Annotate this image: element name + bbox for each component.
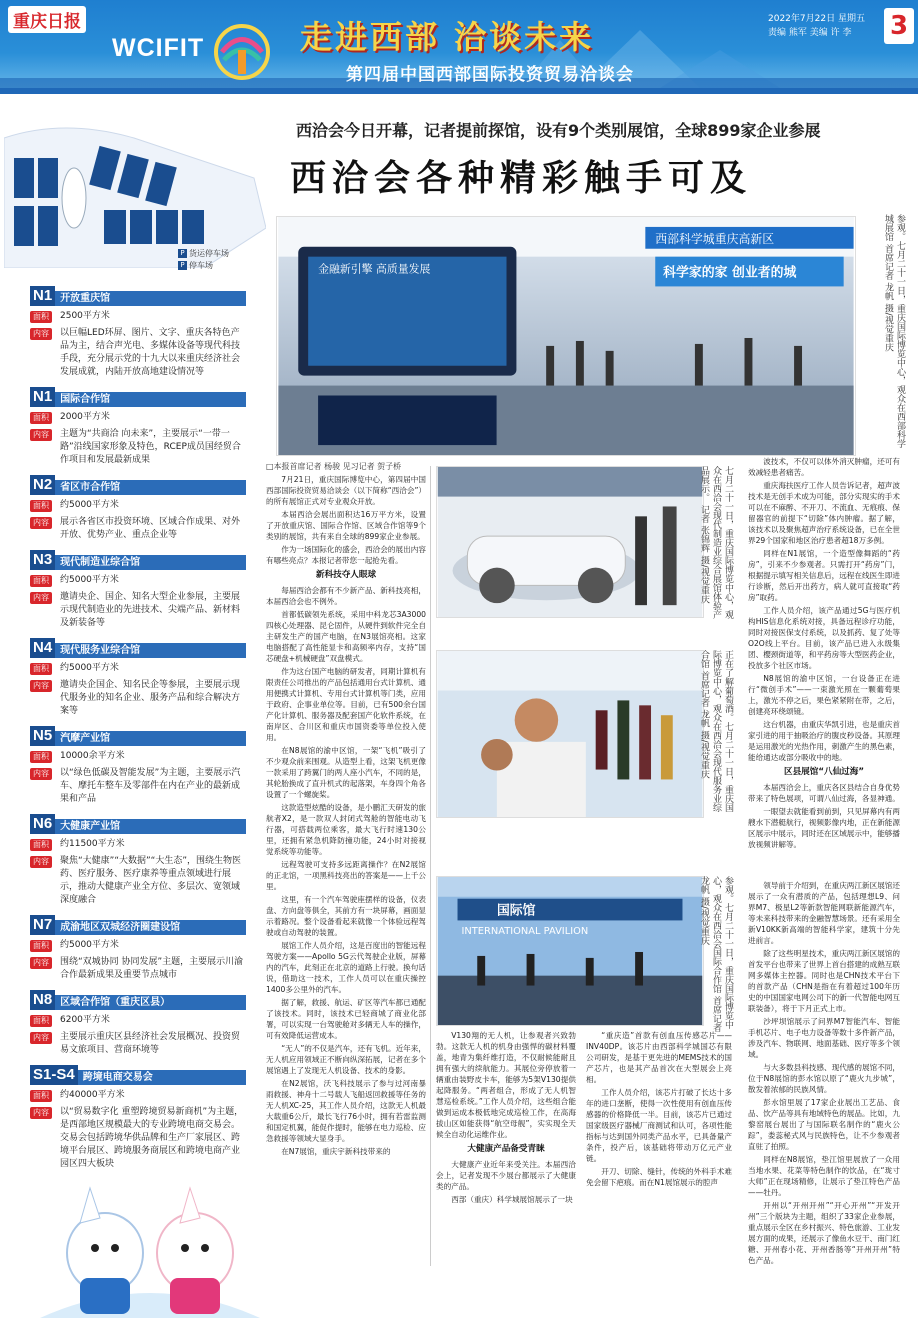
photo-sign-text: 金融新引擎 高质量发展 [318, 262, 431, 276]
article-title: 西洽会各种精彩触手可及 [290, 157, 753, 199]
pavilion-content: 展示各省区市投资环境、区域合作成果、对外开放、优势产业、重点企业等 [60, 517, 241, 540]
pavilion-content: 主要展示重庆区县经济社会发展概况、投资贸易文旅项目、营商环境等 [60, 1032, 241, 1055]
pavilion-header [30, 913, 246, 935]
page-number: 3 [884, 8, 914, 44]
pavilion-area: 约5000平方米 [60, 575, 119, 585]
pavilion-name: 开放重庆馆 [55, 291, 246, 306]
masthead-headline: 走进西部 洽谈未来 [300, 18, 595, 56]
article-column-4 [748, 456, 900, 876]
pavilion-header [30, 284, 246, 306]
article-paragraph: 重庆海扶医疗工作人员告诉记者，超声波技术是无创手术成为可能，部分实现实的手术可以在不麻醉、不开刀、不流血、无痕痕、保留器官的前提下“切除”体内肿瘤。据了解，该技术以及聚焦超声治疗系统设备，已在全世界29个国家和地区治疗患者超18万多例。 [748, 481, 900, 545]
pavilion-entry [30, 473, 246, 542]
content-tag: 内容 [30, 768, 52, 780]
parking-icon: P [178, 261, 187, 270]
area-tag: 面积 [30, 1090, 52, 1102]
article-paragraph: 工作人员介绍，该产品通过5G与医疗机构HIS信息化系统对接，具备远程诊疗功能，同时对接医保支付系统，以及抓药、复了处等O2O线上平台。目前，该产品已进入永级集团、樱颈街道等，和平药房等大型医药企业，投放多个社区市场。 [748, 606, 900, 670]
article-paragraph: 在N2展馆，沃飞科技展示了参与过河南暴雨救援、神舟十二号载人飞船返回救援等任务的无人机XC-25，其工作人员介绍，这款无人机最大载重6公斤，最长飞行76小时，拥有若雷监测和国定机翼，能促作提时，能够在电力巡检、应急救援等领域大显身手。 [266, 1079, 426, 1143]
article-paragraph: 工作人员介绍，该芯片打破了长达十多年的进口垄断，使得一次性使用有创血压传感器的价格降低一半。目前，该芯片已通过国家级医疗器械厂商测试和认可，各项性能指标与达到国外同类产品水平，已具备量产条件，投产后，该基础将带动万亿元产业链。 [586, 1088, 732, 1163]
pavilion-content-row [30, 767, 246, 806]
article-column-5 [748, 880, 900, 1280]
pavilion-area: 2500平方米 [60, 311, 110, 321]
pavilion-code: N1 [30, 286, 55, 306]
pavilion-content: 以“绿色低碳及智能发展”为主题，主要展示汽车、摩托车整车及零部件在内在产业的最新成果和产品 [60, 768, 241, 804]
masthead [0, 0, 918, 88]
article-paragraph: 本届西洽会展出面积达16万平方米，设置了开放重庆馆、国际合作馆、区域合作馆等9个类别的展馆，共有来自全球的899家企业参展。 [266, 510, 426, 541]
pavilion-entry [30, 385, 246, 467]
pavilion-list [30, 284, 246, 1177]
expo-mascots-illustration [40, 1168, 260, 1318]
pavilion-area: 约5000平方米 [60, 500, 119, 510]
legend-label: 停车场 [189, 261, 213, 270]
pavilion-area: 2000平方米 [60, 412, 110, 422]
pavilion-area-row [30, 574, 246, 587]
pavilion-code: N6 [30, 814, 55, 834]
pavilion-entry [30, 284, 246, 379]
pavilion-content-row [30, 679, 246, 718]
pavilion-header [30, 988, 246, 1010]
pavilion-header [30, 548, 246, 570]
content-tag: 内容 [30, 957, 52, 969]
article-paragraph: 波技术，不仅可以体外消灭肿瘤，还可有效减轻患者痛苦。 [748, 457, 900, 477]
article-paragraph: V130翔的无人机，让参观者兴致勃勃。这款无人机的机身由强悍的碳材料覆盖，地青为集纤维打造，不仅耐候能耐且拥有强大的续航能力。其展位旁停放着一辆重由装野皮卡车，能够为5架V130提供起降服务。“两者组合，形成了无人机智慧巡检系统。”工作人员介绍，这些组合能做到运成本极低地完成巡检工作，在高海拔山区如能获得“航空母舰”，实实现全天候全自动化运维作业。 [436, 1031, 576, 1139]
photo-science-city-pavilion [276, 216, 856, 456]
content-tag: 内容 [30, 1107, 52, 1119]
wcifit-wordmark: WCIFIT [112, 34, 205, 62]
pavilion-area-row [30, 1014, 246, 1027]
pavilion-header [30, 385, 246, 407]
article-paragraph: 据了解，救援、航运、矿区等汽车都已通配了该技术。同时，该技术已轻商城了商业化部署，可以实现一台驾驶舱对多辆无人车的操作，可有效降低运营成本。 [266, 998, 426, 1040]
pavilion-content-row [30, 1031, 246, 1057]
pavilion-content-row [30, 516, 246, 542]
pavilion-code: N1 [30, 387, 55, 407]
article-paragraph: 一眼望去就能看到前到，只见屏幕内有两艘水下潜艇航行，视频影像内地，正在新能源区展示中展示，同时还在区域展示中，能够播放视频讲解等。 [748, 807, 900, 849]
pavilion-name: 现代制造业综合馆 [55, 555, 246, 570]
area-tag: 面积 [30, 839, 52, 851]
pavilion-content-row [30, 591, 246, 630]
pavilion-entry [30, 548, 246, 630]
article-paragraph: 开刀、切除、缝针，传统的外科手术难免会留下疤痕。而在N1展馆展示的腔声 [586, 1167, 732, 1187]
article-kicker: 西洽会今日开幕，记者提前探馆，设有9个类别展馆，全球899家企业参展 [296, 121, 821, 140]
pavilion-name: 国际合作馆 [55, 392, 246, 407]
pavilion-area-row [30, 1089, 246, 1102]
pavilion-area: 约5000平方米 [60, 663, 119, 673]
pavilion-name: 省区市合作馆 [55, 480, 246, 495]
area-tag: 面积 [30, 311, 52, 323]
article-paragraph: 在N8展馆的渝中区馆，一架“飞机”吸引了不少观众前来围观。从造型上看，这架飞机更像一款采用了跨翼门的两人座小汽车，不同的是，其轮胎换成了直升机式的起落架，车身四个角各设置了一个螺旋桨。 [266, 746, 426, 799]
pavilion-content: 以巨幅LED环屏、图片、文字、重庆各特色产品为主，结合声光电、多媒体设备等现代科技手段，充分展示党的十九大以来重庆经济社会发展成就，内陆开放高地建设情况等 [60, 328, 241, 377]
pavilion-content-row [30, 956, 246, 982]
pavilion-name: 大健康产业馆 [55, 819, 246, 834]
pavilion-content: 邀请央企、国企、知名大型企业参展，主要展示现代制造业的先进技术、尖端产品、新材料及新装备等 [60, 592, 241, 628]
expo-emblem-icon [212, 22, 272, 82]
issue-meta [768, 12, 878, 40]
pavilion-header [30, 636, 246, 658]
pavilion-content: 主题为“共商洽 向未来”，主要展示“一带一路”沿线国家形象及特色，RCEP成员国经贸合作项目和发展最新成果 [60, 429, 241, 465]
pavilion-area: 约40000平方米 [60, 1090, 125, 1100]
section-heading: 大健康产品备受青睐 [467, 1144, 545, 1154]
article-paragraph: 7月21日，重庆国际博览中心，第四届中国西部国际投资贸易洽谈会（以下简称“西洽会”）的所有展馆正式对专业观众开放。 [266, 475, 426, 506]
photo-caption: 参观。七月二十一日，重庆国际博览中心，观众在西部科学城展馆 首席记者 龙帆 摄/视觉重庆 [883, 214, 905, 448]
pavilion-code: N4 [30, 638, 55, 658]
photo-sign-text: 西部科学城重庆高新区 [655, 231, 775, 246]
article-paragraph: 首都低碳领先系统，采用中科龙芯3A3000四核心处理器、昆仑固件，从硬件到软件完全自主研发生产的国产电脑，在N3展馆亮相。这家电脑搭配了高性能显卡和高频率内存，支持“国芯硬盘+机械硬盘”双盘模式。 [266, 610, 426, 663]
pavilion-name: 区域合作馆（重庆区县） [55, 995, 246, 1010]
article-paragraph: 远程驾驶可支持多远距离操作？在N2展馆的正北馆，一项黑科技亮出的答案是——上千公里。 [266, 860, 426, 891]
article-paragraph: 同样在N1展馆，一个造型像舞蹈的“药房”，引来不少参观者。只需打开“药房”门，根据提示填写相关信息后，远程在线医生即进行诊断，然后开出药方，病人就可直接取“药房”取药。 [748, 549, 900, 602]
article-column-3 [586, 1030, 732, 1280]
pavilion-content: 围绕“双城协同 协同发展”主题，主要展示川渝合作最新成果及重要节点城市 [60, 957, 244, 980]
article-paragraph: “重庆造”首款有创血压传感芯片——INV40DP。该芯片由西部科学城国芯有限公司研发，是基于更先进的MEMS技术的国产芯片，也是其产品首次在大型展会上亮相。 [586, 1031, 732, 1084]
article-paragraph: 这款造型炫酷的设备，是小鹏汇天研发的旅航者X2，是一款双人封闭式驾舱的智能电动飞行器，可搭载两位乘客，最大飞行时速130公里，还拥有紧急机降防撞功能，24小时对接视觉系统等功能等。 [266, 803, 426, 856]
section-heading: 新科技夺人眼球 [315, 570, 377, 580]
pavilion-entry [30, 988, 246, 1057]
pavilion-entry [30, 1063, 246, 1171]
pavilion-area-row [30, 662, 246, 675]
pavilion-name: 现代服务业综合馆 [55, 643, 246, 658]
issue-date: 2022年7月22日 星期五 [768, 14, 865, 24]
pavilion-name: 跨境电商交易会 [78, 1070, 246, 1085]
pavilion-area: 约5000平方米 [60, 940, 119, 950]
photo-caption: 七月二十一日，重庆国际博览中心，观众在西洽会现代制造业综合展馆体验产品展示。 记者 张锦辉 摄/视觉重庆 [699, 466, 733, 619]
pavilion-name: 汽摩产业馆 [55, 731, 246, 746]
area-tag: 面积 [30, 940, 52, 952]
photo-international-pavilion [436, 876, 704, 1026]
pavilion-entry [30, 636, 246, 718]
pavilion-header [30, 1063, 246, 1085]
pavilion-code: N8 [30, 990, 55, 1010]
article-paragraph: 这里，有一个汽车驾驶座摆样的设备，仪表盘、方向盘等俱全，其前方有一块屏幕，画面显示着路况。整个设备看起来就像一个体验远程驾驶或自动驾驶的装置。 [266, 895, 426, 937]
area-tag: 面积 [30, 751, 52, 763]
area-tag: 面积 [30, 500, 52, 512]
pavilion-area-row [30, 411, 246, 424]
pavilion-header [30, 812, 246, 834]
newspaper-logo: 重庆日报 [8, 6, 86, 33]
article-paragraph: 西部（重庆）科学城展馆展示了一块 [451, 1195, 573, 1204]
venue-map [4, 118, 266, 268]
photo-caption: 正在了解葡萄酒。七月二十一日，重庆国际博览中心，观众在西洽会现代服务业综合馆 首席记者 龙帆 摄/视觉重庆 [699, 650, 733, 812]
photo-sign-text: 国际馆 [496, 903, 536, 919]
article-paragraph: 在N7展馆，重庆宇新科技带来的 [281, 1147, 391, 1156]
article-paragraph: 领导前于介绍到，在重庆两江新区展馆还展示了一众有潜质的产品，包括理想L9、问界M7、极星L2等新款智能网联新能源汽车，等未来科技带来的金融智慧场景。还有采用全新V10KK新高端的智能科学家，建筑十分先进前言。 [748, 881, 900, 945]
pavilion-code: N7 [30, 915, 55, 935]
article-paragraph: “无人”的不仅是汽车，还有飞机。近年来，无人机应用领域正不断向纵深拓展，记者在多个展馆遇上了发现无人机设备、技术的身影。 [266, 1044, 426, 1075]
pavilion-entry [30, 812, 246, 907]
article-paragraph: 每届西洽会都有不少新产品、新科技亮相，本届西洽会也不例外。 [266, 586, 426, 606]
area-tag: 面积 [30, 575, 52, 587]
photo-sign-text: INTERNATIONAL PAVILION [461, 926, 589, 938]
content-tag: 内容 [30, 680, 52, 692]
pavilion-area-row [30, 838, 246, 851]
masthead-subhead: 第四届中国西部国际投资贸易洽谈会 [346, 65, 634, 85]
photo-wine-tasting [436, 650, 704, 818]
legend-label: 货运停车场 [189, 249, 229, 258]
pavilion-code: S1-S4 [30, 1065, 78, 1085]
article-paragraph: 大健康产业近年来受关注。本届西洽会上，记者发现不少展台都展示了大健康类的产品。 [436, 1160, 576, 1191]
photo-caption: 参观。七月二十一日，重庆国际博览中心，观众在西洽会国际合作馆 首席记者 龙帆 摄/视觉重庆 [699, 876, 733, 1032]
pavilion-entry [30, 913, 246, 982]
article-byline: □本报首席记者 杨骏 见习记者 贺子桥 [266, 462, 402, 471]
pavilion-entry [30, 724, 246, 806]
pavilion-content-row [30, 1106, 246, 1171]
pavilion-area-row [30, 939, 246, 952]
pavilion-area: 约11500平方米 [60, 839, 125, 849]
pavilion-code: N2 [30, 475, 55, 495]
article-paragraph: 作为一场国际化的盛会，西洽会的展出内容有哪些亮点？本报记者带您一起抢先看。 [266, 545, 426, 565]
article-paragraph: 作为这台国产电脑的研发者，同期计算机有限责任公司推出的产品包括通用台式计算机、通用便携式计算机、专用台式计算机等门类，应用于政府、企事业单位等。目前，已有500余台国产化计算机、服务器及配套国产化软件系统，在南岸区、合川区和重庆市国资委等单位投入使用。 [266, 667, 426, 742]
pavilion-content: 聚焦“大健康”“大数据”“大生态”，围绕生物医药、医疗服务、医疗康养等重点领域进行展示，推动大健康产业全方位、多层次、宽领域深度融合 [60, 856, 241, 905]
legend-item-freight-parking [178, 248, 229, 260]
map-legend [178, 248, 229, 272]
article-paragraph: 彭水馆里展了17家企业展出工艺品、食品、饮产品等具有地域特色的展品。比如，九黎窑展台展出了与国际联名制作的“鹿火公踪”，娄蕊秘式风与民族特色，让不少参观者直驻了拍照。 [748, 1098, 900, 1151]
area-tag: 面积 [30, 1015, 52, 1027]
article-paragraph: N8展馆的渝中区馆，一台设备正在进行“微创手术”——一束激光照在一颗葡萄果上，激光不停之后，果色紧紧附在带，之后，创建亮环绕颂镜。 [748, 674, 900, 716]
pavilion-header [30, 724, 246, 746]
pavilion-content: 以“贸易数字化 重塑跨境贸易新商机”为主题，是西部地区规模最大的专业跨境电商交易会。交易会包括跨境华供品牌和生产厂家展区、跨境平台展区、跨境服务商展区和跨境电商产业园区四大板块 [60, 1107, 244, 1169]
section-heading: 区县展馆“八仙过海” [783, 767, 865, 777]
article-paragraph: 沙坪坝馆展示了问界M7智能汽车、智能手机芯片、电子电力设备等数十多件新产品，涉及汽车、物联网、地面基础、医疗等多个领域。 [748, 1017, 900, 1059]
article-paragraph: 开州以“开州开州”“开心开州”“开发开州”三个版块为主题，组织了33家企业参展，重点展示全区在乡村振兴、特色旅游、工业发展方面的成果，还展示了像鱼水豆干、南门红糖、开州春小花、开州香肠等“开州开州”特色产品。 [748, 1201, 900, 1265]
pavilion-content-row [30, 855, 246, 907]
content-tag: 内容 [30, 1032, 52, 1044]
pavilion-area-row [30, 310, 246, 323]
pavilion-content: 邀请央企国企、知名民企等参展，主要展示现代服务业的知名企业、服务产品和综合解决方案等 [60, 680, 241, 716]
content-tag: 内容 [30, 429, 52, 441]
article-paragraph: 与大多数县科技感、现代感的展馆不同，位于N8展馆的彭水馆以原了“鹿火九步城”，散发着浓郁的民族风情。 [748, 1063, 900, 1094]
area-tag: 面积 [30, 663, 52, 675]
parking-icon: P [178, 249, 187, 258]
pavilion-header [30, 473, 246, 495]
legend-item-parking [178, 260, 229, 272]
pavilion-area: 10000余平方米 [60, 751, 125, 761]
pavilion-area-row [30, 499, 246, 512]
content-tag: 内容 [30, 517, 52, 529]
article-paragraph: 同样在N8展馆，垫江馆里展放了一众用当地水果、花菜等特色制作的饮品，在“珑寸大师”正在现场精修，让展示了垫江特色产品——牡丹。 [748, 1155, 900, 1197]
content-tag: 内容 [30, 856, 52, 868]
article-paragraph: 展馆工作人员介绍，这是百度出的智能远程驾驶方案——Apollo 5G云代驾驶企业版，屏幕内的汽车，此刻正在北京的道路上行驶。换句话说，借助这一技术，工作人员可以在重庆操控1400多公里外的汽车。 [266, 941, 426, 994]
pavilion-content-row [30, 327, 246, 379]
pavilion-area-row [30, 750, 246, 763]
photo-manufacturing-hall [436, 466, 704, 618]
article-paragraph: 本届西洽会上，重庆各区县结合自身优势带来了特色展项，可谓八仙过海，各显神通。 [748, 783, 900, 803]
masthead-band [0, 88, 918, 94]
pavilion-code: N3 [30, 550, 55, 570]
column-divider [430, 466, 431, 1266]
article-paragraph: 除了这些明星技术，重庆两江新区展馆的首发平台也带来了世界上首台搭建的成熟互联网多媒体主控器。同时也是CHN技术平台下的首款产品（CHN是指在有着超过100年历史的中国国家电网公司下的新一代智能电网互联装备），将于下月正式上市。 [748, 949, 900, 1013]
pavilion-name: 成渝地区双城经济圈建设馆 [55, 920, 246, 935]
pavilion-content-row [30, 428, 246, 467]
area-tag: 面积 [30, 412, 52, 424]
content-tag: 内容 [30, 328, 52, 340]
photo-sign-text: 科学家的家 创业者的城 [663, 265, 797, 281]
pavilion-area: 6200平方米 [60, 1015, 110, 1025]
editors-credit: 责编 熊军 美编 许 李 [768, 28, 852, 38]
pavilion-code: N5 [30, 726, 55, 746]
article-column-2 [436, 1030, 576, 1280]
article-column-1 [266, 474, 426, 1274]
article-paragraph: 这台机器，由重庆华凯引进，也是重庆首家引进的用于抽吸治疗的腹皮秒设备。其原理是运用激光的光热作用，刺激产生的黑色素，能给通达或部分吸收中的地。 [748, 720, 900, 762]
content-tag: 内容 [30, 592, 52, 604]
